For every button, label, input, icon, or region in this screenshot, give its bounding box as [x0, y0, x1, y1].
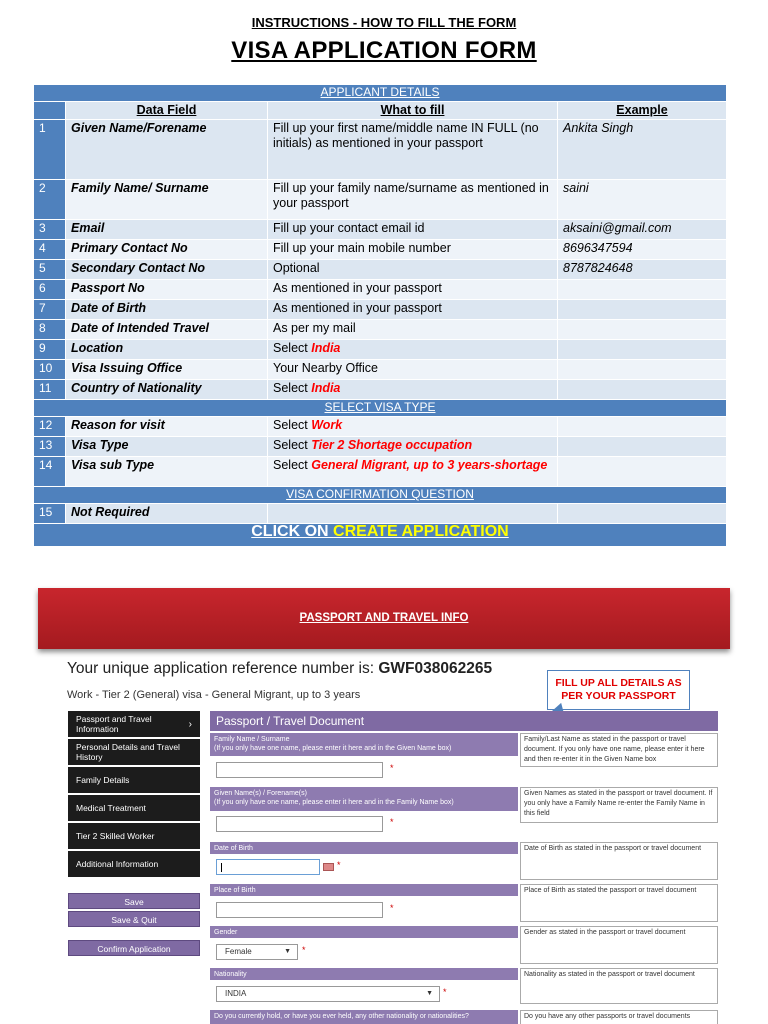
given-name-row: [210, 787, 718, 839]
required-marker: *: [337, 860, 341, 870]
what-to-fill-cell: As mentioned in your passport: [268, 300, 558, 320]
example-cell: saini: [558, 180, 727, 220]
row-number: 12: [34, 417, 66, 437]
header-data-field: Data Field: [66, 102, 268, 120]
create-application-instruction: [34, 524, 727, 547]
calendar-icon[interactable]: [323, 863, 334, 871]
table-row: [34, 120, 727, 180]
family-name-input[interactable]: [216, 762, 383, 778]
sidebar-item-personal-details[interactable]: Personal Details and Travel History: [68, 739, 200, 767]
dob-input[interactable]: [216, 859, 320, 875]
what-to-fill-cell: As per my mail: [268, 320, 558, 340]
header-example: Example: [558, 102, 727, 120]
example-cell: [558, 280, 727, 300]
section-select-visa-type: SELECT VISA TYPE: [34, 400, 727, 417]
required-marker: *: [390, 817, 394, 827]
data-field-cell: Visa Issuing Office: [66, 360, 268, 380]
family-name-help: Family/Last Name as stated in the passport or travel document. If you only have one name, please enter it here and then re-enter it in the Given Name box: [520, 733, 718, 767]
example-cell: [558, 457, 727, 487]
table-row: [34, 180, 727, 220]
data-field-cell: Country of Nationality: [66, 380, 268, 400]
what-to-fill-cell: Select Tier 2 Shortage occupation: [268, 437, 558, 457]
pob-help: Place of Birth as stated the passport or travel document: [520, 884, 718, 922]
family-name-label: Family Name / Surname: [214, 736, 290, 743]
example-cell: 8696347594: [558, 240, 727, 260]
reference-number: GWF038062265: [378, 660, 493, 677]
what-to-fill-cell: As mentioned in your passport: [268, 280, 558, 300]
example-cell: Ankita Singh: [558, 120, 727, 180]
what-to-fill-cell: Your Nearby Office: [268, 360, 558, 380]
dropdown-arrow-icon: ▼: [426, 990, 433, 997]
sidebar-item-tier2-skilled-worker[interactable]: Tier 2 Skilled Worker: [68, 823, 200, 851]
instructions-table: [33, 84, 727, 547]
sidebar-item-passport-travel[interactable]: Passport and Travel Information ›: [68, 711, 200, 739]
what-to-fill-cell: Select Work: [268, 417, 558, 437]
given-name-sublabel: (If you only have one name, please enter it here and in the Family Name box): [214, 799, 454, 806]
other-nationality-row: [210, 1010, 718, 1024]
data-field-cell: Family Name/ Surname: [66, 180, 268, 220]
section-visa-confirmation: VISA CONFIRMATION QUESTION: [34, 487, 727, 504]
create-application-link[interactable]: CREATE APPLICATION: [333, 523, 509, 540]
what-to-fill-cell: Fill up your contact email id: [268, 220, 558, 240]
example-cell: [558, 300, 727, 320]
data-field-cell: Location: [66, 340, 268, 360]
data-field-cell: Not Required: [66, 504, 268, 524]
given-name-input[interactable]: [216, 816, 383, 832]
row-number: 7: [34, 300, 66, 320]
what-to-fill-cell: Select India: [268, 380, 558, 400]
example-cell: 8787824648: [558, 260, 727, 280]
dropdown-arrow-icon: ▼: [284, 948, 291, 955]
data-field-cell: Date of Birth: [66, 300, 268, 320]
table-row: [34, 360, 727, 380]
reference-number-line: Your unique application reference number is: GWF038062265: [67, 660, 493, 677]
family-name-row: [210, 733, 718, 781]
nationality-select[interactable]: INDIA ▼: [216, 986, 440, 1002]
table-row: [34, 437, 727, 457]
sidebar-item-additional-info[interactable]: Additional Information: [68, 851, 200, 879]
data-field-cell: Visa sub Type: [66, 457, 268, 487]
family-name-sublabel: (If you only have one name, please enter it here and in the Given Name box): [214, 745, 452, 752]
sidebar-item-medical-treatment[interactable]: Medical Treatment: [68, 795, 200, 823]
dob-row: [210, 842, 718, 880]
row-number: 6: [34, 280, 66, 300]
data-field-cell: Secondary Contact No: [66, 260, 268, 280]
required-marker: *: [443, 987, 447, 997]
dob-help: Date of Birth as stated in the passport or travel document: [520, 842, 718, 880]
create-prefix: CLICK ON: [251, 523, 334, 540]
example-cell: [558, 360, 727, 380]
highlight-value: Tier 2 Shortage occupation: [311, 438, 473, 452]
row-number: 10: [34, 360, 66, 380]
gender-select[interactable]: Female ▼: [216, 944, 298, 960]
row-number: 3: [34, 220, 66, 240]
passport-travel-banner: PASSPORT AND TRAVEL INFO: [38, 588, 730, 649]
what-to-fill-cell: Select India: [268, 340, 558, 360]
table-row: [34, 320, 727, 340]
example-cell: [558, 380, 727, 400]
data-field-cell: Given Name/Forename: [66, 120, 268, 180]
table-row: [34, 340, 727, 360]
example-cell: [558, 320, 727, 340]
given-name-help: Given Names as stated in the passport or travel document. If you only have a Family Name re-enter the Family Name in this field: [520, 787, 718, 823]
row-number: 2: [34, 180, 66, 220]
what-to-fill-cell: Optional: [268, 260, 558, 280]
form-section-title: Passport / Travel Document: [210, 711, 718, 731]
table-row: [34, 240, 727, 260]
table-row: [34, 457, 727, 487]
pob-input[interactable]: [216, 902, 383, 918]
row-number: 14: [34, 457, 66, 487]
document-subtitle: INSTRUCTIONS - HOW TO FILL THE FORM: [251, 15, 517, 30]
pob-row: [210, 884, 718, 924]
example-cell: [558, 437, 727, 457]
chevron-right-icon: ›: [188, 718, 192, 730]
section-applicant-details: APPLICANT DETAILS: [34, 85, 727, 102]
row-number: 11: [34, 380, 66, 400]
required-marker: *: [390, 903, 394, 913]
row-number: 13: [34, 437, 66, 457]
data-field-cell: Primary Contact No: [66, 240, 268, 260]
example-cell: [558, 340, 727, 360]
sidebar-item-family-details[interactable]: Family Details: [68, 767, 200, 795]
header-what-to-fill: What to fill: [268, 102, 558, 120]
table-row: [34, 417, 727, 437]
save-button[interactable]: Save: [68, 893, 200, 909]
what-to-fill-cell: [268, 504, 558, 524]
highlight-value: India: [311, 341, 341, 355]
nationality-label: Nationality: [210, 968, 518, 980]
gender-help: Gender as stated in the passport or travel document: [520, 926, 718, 964]
table-row: [34, 260, 727, 280]
table-row: [34, 300, 727, 320]
required-marker: *: [390, 763, 394, 773]
row-number: 5: [34, 260, 66, 280]
highlight-value: Work: [311, 418, 343, 432]
table-row: [34, 504, 727, 524]
what-to-fill-cell: Select General Migrant, up to 3 years-shortage: [268, 457, 558, 487]
sidebar-nav: [68, 711, 200, 879]
highlight-value: India: [311, 381, 341, 395]
confirm-application-button[interactable]: Confirm Application: [68, 940, 200, 956]
table-row: [34, 280, 727, 300]
visa-type-line: Work - Tier 2 (General) visa - General Migrant, up to 3 years: [67, 689, 361, 701]
row-number: 8: [34, 320, 66, 340]
what-to-fill-cell: Fill up your main mobile number: [268, 240, 558, 260]
given-name-label: Given Name(s) / Forename(s): [214, 790, 307, 797]
other-nationality-label: Do you currently hold, or have you ever held, any other nationality or nationalities?: [210, 1010, 518, 1024]
what-to-fill-cell: Fill up your first name/middle name IN FULL (no initials) as mentioned in your passport: [268, 120, 558, 180]
example-cell: [558, 504, 727, 524]
data-field-cell: Date of Intended Travel: [66, 320, 268, 340]
row-number: 9: [34, 340, 66, 360]
pob-label: Place of Birth: [210, 884, 518, 896]
table-row: [34, 220, 727, 240]
example-cell: aksaini@gmail.com: [558, 220, 727, 240]
other-nationality-help: Do you have any other passports or travel documents: [520, 1010, 718, 1024]
highlight-value: General Migrant, up to 3 years-shortage: [311, 458, 548, 472]
data-field-cell: Passport No: [66, 280, 268, 300]
document-title: VISA APPLICATION FORM: [231, 37, 537, 64]
data-field-cell: Reason for visit: [66, 417, 268, 437]
example-cell: [558, 417, 727, 437]
callout-box: FILL UP ALL DETAILS AS PER YOUR PASSPORT: [547, 670, 690, 710]
data-field-cell: Email: [66, 220, 268, 240]
row-number: 15: [34, 504, 66, 524]
row-number: 1: [34, 120, 66, 180]
dob-label: Date of Birth: [210, 842, 518, 854]
row-number: 4: [34, 240, 66, 260]
data-field-cell: Visa Type: [66, 437, 268, 457]
what-to-fill-cell: Fill up your family name/surname as mentioned in your passport: [268, 180, 558, 220]
gender-row: [210, 926, 718, 966]
gender-label: Gender: [210, 926, 518, 938]
nationality-row: [210, 968, 718, 1008]
nationality-help: Nationality as stated in the passport or travel document: [520, 968, 718, 1004]
save-quit-button[interactable]: Save & Quit: [68, 911, 200, 927]
required-marker: *: [302, 945, 306, 955]
table-row: [34, 380, 727, 400]
